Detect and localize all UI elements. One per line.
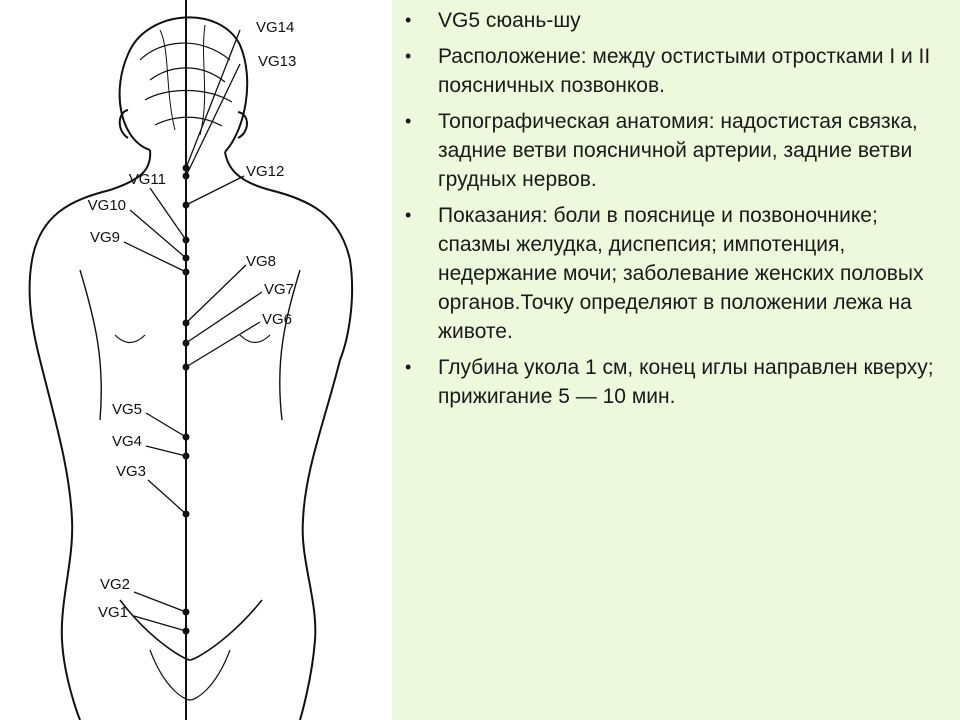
acupoint-marker-vg8 bbox=[183, 320, 190, 327]
acupoint-label-vg13: VG13 bbox=[258, 52, 297, 70]
acupoint-label-vg2: VG2 bbox=[99, 575, 130, 593]
acupoint-marker-vg11 bbox=[183, 237, 190, 244]
leader-line-vg4 bbox=[146, 446, 186, 456]
leader-line-vg13 bbox=[186, 64, 240, 176]
leader-line-vg14 bbox=[186, 30, 240, 168]
bullet-point-anatomy bbox=[404, 107, 950, 194]
bullet-dot-icon: • bbox=[405, 46, 412, 66]
acupoint-marker-vg9 bbox=[183, 269, 190, 276]
acupoint-marker-vg7 bbox=[183, 340, 190, 347]
leader-line-vg9 bbox=[124, 242, 186, 272]
leader-line-vg7 bbox=[186, 292, 262, 343]
leader-line-vg1 bbox=[134, 616, 186, 631]
leader-line-vg8 bbox=[186, 265, 246, 323]
acupoint-label-vg9: VG9 bbox=[89, 228, 120, 246]
acupoint-marker-vg12 bbox=[183, 202, 190, 209]
bullet-point-location bbox=[404, 42, 950, 100]
bullet-dot-icon: • bbox=[405, 111, 412, 131]
acupoint-marker-vg1 bbox=[183, 628, 190, 635]
head-outline bbox=[120, 17, 248, 152]
acupoint-label-vg3: VG3 bbox=[115, 462, 146, 480]
leader-line-vg3 bbox=[148, 480, 186, 514]
bullet-dot-icon: • bbox=[405, 205, 412, 225]
acupoint-marker-vg13 bbox=[183, 173, 190, 180]
acupoint-marker-vg10 bbox=[183, 255, 190, 262]
acupoint-label-vg12: VG12 bbox=[246, 162, 285, 180]
acupoint-marker-vg6 bbox=[183, 364, 190, 371]
acupoint-marker-vg2 bbox=[183, 609, 190, 616]
bullet-text: Глубина укола 1 см, конец иглы направлен кверху; прижигание 5 — 10 мин. bbox=[438, 356, 934, 408]
torso-outline bbox=[30, 150, 353, 720]
acupoint-marker-vg4 bbox=[183, 453, 190, 460]
acupoint-marker-vg3 bbox=[183, 511, 190, 518]
acupoint-label-vg14: VG14 bbox=[256, 18, 295, 36]
acupoint-label-vg5: VG5 bbox=[111, 400, 142, 418]
leader-line-vg5 bbox=[146, 413, 186, 437]
acupoint-label-vg8: VG8 bbox=[246, 252, 277, 270]
back-figure-panel bbox=[0, 0, 392, 720]
bullet-list bbox=[404, 6, 950, 418]
bullet-text: Показания: боли в пояснице и позвоночнике; спазмы желудка, диспепсия; импотенция, недержание мочи; заболевание женских половых органов.Точку определяют в положении лежа на животе. bbox=[438, 204, 924, 343]
leader-line-vg6 bbox=[186, 322, 260, 367]
bullet-text: VG5 сюань-шу bbox=[438, 9, 581, 32]
acupoint-label-vg7: VG7 bbox=[264, 280, 295, 298]
acupoint-label-vg4: VG4 bbox=[111, 432, 142, 450]
description-panel bbox=[392, 0, 960, 720]
acupoint-label-vg11: VG11 bbox=[128, 170, 166, 188]
acupoint-label-vg10: VG10 bbox=[87, 196, 126, 214]
acupoint-label-vg6: VG6 bbox=[262, 310, 293, 328]
bullet-dot-icon: • bbox=[405, 10, 412, 30]
bullet-dot-icon: • bbox=[405, 357, 412, 377]
bullet-point-indications bbox=[404, 201, 950, 346]
acupoint-label-vg1: VG1 bbox=[97, 603, 128, 621]
back-figure-illustration bbox=[0, 0, 392, 720]
leader-line-vg10 bbox=[130, 210, 186, 258]
bullet-point-title bbox=[404, 6, 950, 35]
bullet-text: Расположение: между остистыми отростками I и II поясничных позвонков. bbox=[438, 45, 931, 97]
acupoint-marker-vg5 bbox=[183, 434, 190, 441]
bullet-text: Топографическая анатомия: надостистая связка, задние ветви поясничной артерии, задние ветви грудных нервов. bbox=[438, 110, 918, 191]
leader-line-vg2 bbox=[134, 592, 186, 612]
leader-line-vg12 bbox=[186, 176, 244, 205]
bullet-point-technique bbox=[404, 353, 950, 411]
